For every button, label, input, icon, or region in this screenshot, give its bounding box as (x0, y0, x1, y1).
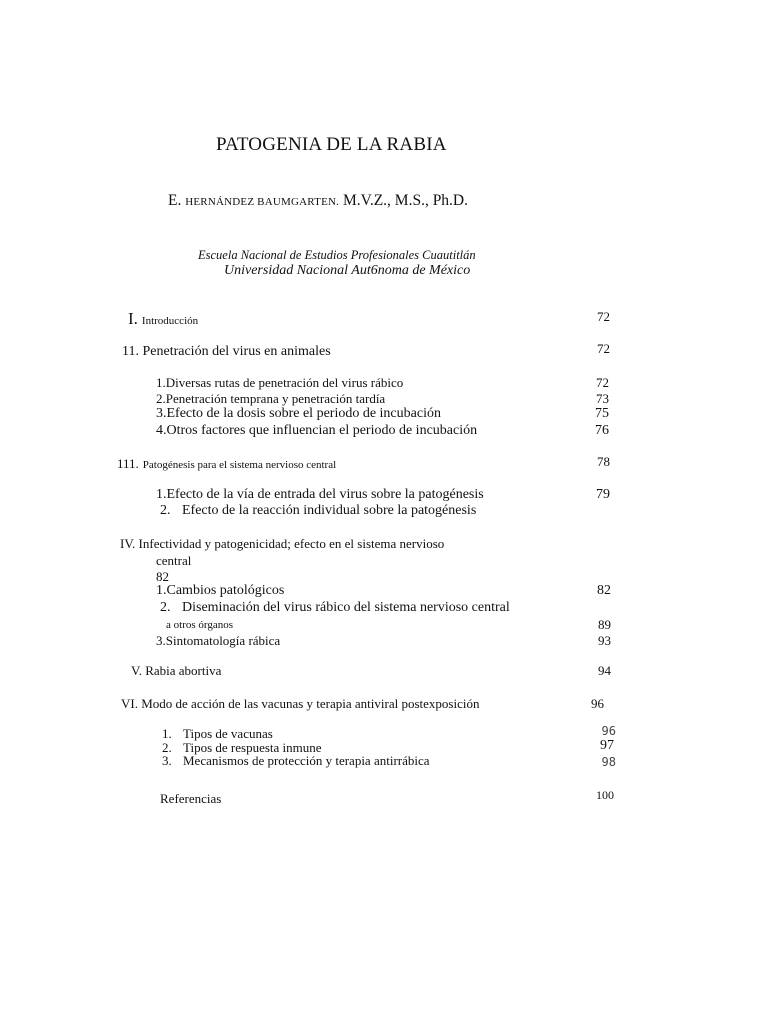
toc-section-5-label: V. Rabia abortiva (131, 663, 222, 678)
toc-item-4-3: 3.Sintomatología rábica (156, 633, 281, 648)
toc-section-1-page: 72 (597, 309, 610, 324)
toc-item-2-1: 1.Diversas rutas de penetración del virus rábico (156, 375, 404, 390)
author-name: HERNÁNDEZ BAUMGARTEN. (185, 196, 340, 208)
toc-section-3-page: 78 (597, 454, 610, 469)
toc-item-2-2: 2.Penetración temprana y penetración tardía (156, 391, 386, 406)
toc-section-4-label-cont: central (156, 553, 192, 568)
document-title: PATOGENIA DE LA RABIA (216, 134, 447, 155)
toc-item-6-2-page: 97 (600, 738, 614, 753)
toc-section-3-label: Patogénesis para el sistema nervioso central (142, 459, 337, 471)
toc-item-2-4-page: 76 (595, 423, 609, 438)
toc-item-6-3-number: 3. (162, 753, 172, 768)
author-degrees: M.V.Z., M.S., Ph.D. (342, 192, 469, 209)
toc-item-3-2-label: Efecto de la reacción individual sobre la patogénesis (182, 503, 477, 518)
toc-item-3-1-page: 79 (596, 487, 610, 502)
author-initial: E. (168, 192, 182, 209)
toc-item-2-3: 3.Efecto de la dosis sobre el periodo de incubación (156, 406, 441, 421)
toc-section-4-page: 82 (156, 569, 169, 584)
toc-item-6-3-page: 98 (601, 755, 616, 769)
toc-item-6-3 (162, 753, 430, 769)
toc-item-4-2 (160, 600, 510, 616)
toc-item-4-1-page: 82 (597, 583, 611, 598)
toc-item-3-1: 1.Efecto de la vía de entrada del virus sobre la patogénesis (156, 487, 484, 502)
affiliation-school: Escuela Nacional de Estudios Profesionales Cuautitlán (198, 248, 476, 262)
toc-item-2-1-page: 72 (596, 375, 609, 390)
toc-item-2-2-page: 73 (596, 391, 609, 406)
toc-section-2-label: 11. Penetración del virus en animales (122, 344, 331, 359)
toc-section-3-number: 111. (117, 456, 139, 471)
toc-section-1-number: I. (128, 309, 138, 328)
toc-item-2-4: 4.Otros factores que influencian el periodo de incubación (156, 423, 478, 438)
toc-references-label: Referencias (160, 791, 222, 806)
toc-item-6-2-number: 2. (162, 740, 172, 755)
toc-section-3 (117, 455, 336, 473)
toc-item-4-2-page: 89 (598, 617, 611, 632)
toc-item-4-2-label-cont: a otros órganos (166, 619, 234, 631)
toc-section-6-label: VI. Modo de acción de las vacunas y terapia antiviral postexposición (121, 696, 480, 711)
toc-item-3-2 (160, 503, 476, 519)
toc-item-6-1-page: 96 (601, 724, 616, 738)
toc-section-6-page: 96 (591, 696, 604, 711)
toc-section-5-page: 94 (598, 663, 611, 678)
toc-section-1-label: Introducción (141, 315, 199, 327)
toc-item-6-2-label: Tipos de respuesta inmune (183, 740, 322, 755)
toc-item-6-1-label: Tipos de vacunas (183, 726, 273, 741)
author-line (168, 192, 468, 210)
toc-section-4-label: IV. Infectividad y patogenicidad; efecto en el sistema nervioso (120, 536, 445, 551)
toc-item-6-1-number: 1. (162, 726, 172, 741)
toc-section-1 (128, 309, 198, 329)
toc-item-4-1: 1.Cambios patológicos (156, 583, 285, 598)
affiliation-university: Universidad Nacional Aut6noma de México (224, 263, 471, 278)
toc-item-3-2-number: 2. (160, 503, 171, 518)
toc-item-2-3-page: 75 (595, 406, 609, 421)
toc-section-2-page: 72 (597, 341, 610, 356)
toc-item-4-2-label: Diseminación del virus rábico del sistema nervioso central (182, 600, 510, 615)
toc-item-4-2-number: 2. (160, 600, 171, 615)
toc-references-page: 100 (596, 788, 614, 802)
toc-item-4-3-page: 93 (598, 633, 611, 648)
toc-item-6-3-label: Mecanismos de protección y terapia antirrábica (183, 753, 430, 768)
